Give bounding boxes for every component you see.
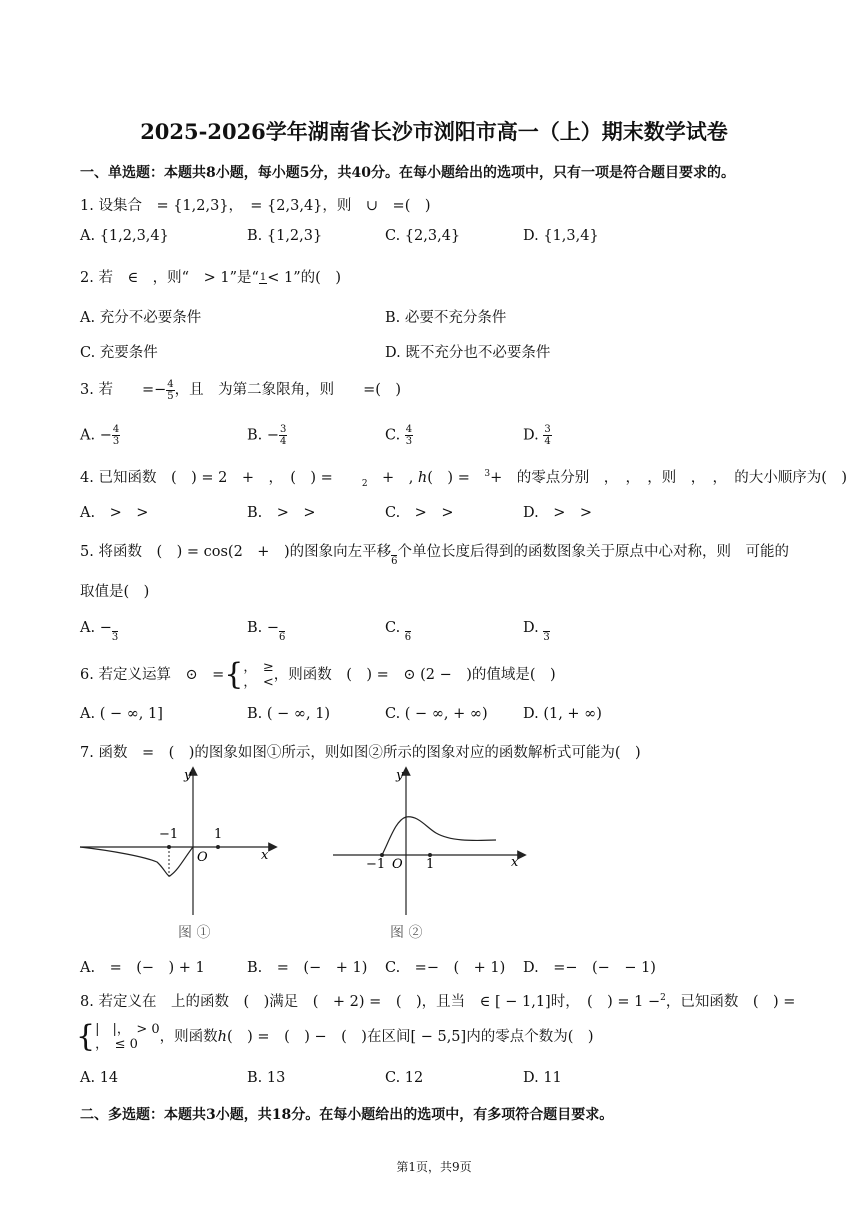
q1-option-a: A. {1,2,3,4} (80, 228, 169, 244)
page-footer: 第1页，共9页 (396, 1160, 472, 1174)
q3-option-d: D. $\frac{3}{4}$ (523, 424, 551, 447)
piecewise-brace: { (76, 1019, 96, 1054)
q2-option-d: D. 既不充分也不必要条件 (385, 345, 551, 361)
y-label: y (184, 768, 192, 783)
tick-label-1: 1 (426, 857, 435, 872)
q5-option-a: A. − 3 (80, 620, 119, 643)
question-5-stem: 5. 将函数 ( ) = cos(2 + )的图象向左平移 6 个单位长度后得到的函数图象关于原点中心对称，则 可能的 (80, 544, 789, 567)
tick-dot-1 (216, 845, 220, 849)
q2-option-a: A. 充分不必要条件 (80, 310, 202, 326)
q3-option-a: A. − $\frac{4}{3}$ (80, 424, 120, 447)
question-7-stem: 7. 函数 = ( )的图象如图①所示，则如图②所示的图象对应的函数解析式可能为( ) (80, 745, 641, 761)
question-5-stem-line2: 取值是( ) (80, 584, 150, 600)
figure-1-caption: 图 ① (178, 925, 211, 941)
y-label: y (396, 768, 404, 783)
curve (80, 847, 193, 876)
q1-option-b: B. {1,2,3} (247, 228, 323, 244)
question-3-stem: 3. 若 =− $\frac{4}{5}$ ，且 为第二象限角，则 =( ) (80, 378, 402, 402)
q7-option-a: A. = (− ) + 1 (80, 960, 205, 976)
figure-2-caption: 图 ② (390, 925, 423, 941)
x-label: x (261, 848, 269, 863)
q6-option-c: C. ( − ∞, + ∞) (385, 706, 488, 722)
q5-option-b: B. − 6 (247, 620, 286, 643)
fraction: 1 (259, 272, 267, 283)
figure-1-graph (75, 765, 280, 945)
q6-option-b: B. ( − ∞, 1) (247, 706, 331, 722)
question-2-stem: 2. 若 ∈ ，则“ > 1”是“ 1 < 1”的( ) (80, 270, 341, 286)
q6-option-a: A. ( − ∞, 1] (80, 706, 163, 722)
question-6-stem: 6. 若定义运算 ⊙ ={ ， ≥ ， < ，则函数 ( ) = ⊙ (2 − )的值域是( ) (80, 657, 556, 692)
q4-option-b: B. > > (247, 505, 316, 521)
origin-label: O (197, 850, 208, 865)
q1-option-d: D. {1,3,4} (523, 228, 599, 244)
q5-option-c: C. 6 (385, 620, 412, 643)
question-4-stem: 4. 已知函数 ( ) = 2 + ， ( ) = $_2$ + , ℎ( ) = $^3$+ 的零点分别 ， ， ，则 ， ， 的大小顺序为( ) (80, 469, 848, 489)
section-heading-single-choice: 一、单选题：本题共8小题，每小题5分，共40分。在每小题给出的选项中，只有一项是符合题目要求的。 (80, 165, 735, 181)
q8-option-b: B. 13 (247, 1070, 286, 1086)
piecewise-cases: | |， > 0 ， ≤ 0 (95, 1022, 160, 1052)
piecewise-brace: { (224, 657, 244, 692)
section-heading-multiple-choice: 二、多选题：本题共3小题，共18分。在每小题给出的选项中，有多项符合题目要求。 (80, 1107, 614, 1123)
origin-label: O (392, 857, 403, 872)
figure-2-graph (330, 765, 535, 945)
fraction: $\frac{4}{5}$ (167, 378, 174, 402)
question-8-stem: 8. 若定义在 上的函数 ( )满足 ( + 2) = ( )，且当 ∈ [ − 1,1]时， ( ) = 1 −$^2$，已知函数 ( ) = (80, 993, 796, 1010)
piecewise-cases: ， ≥ ， < (243, 660, 274, 690)
q1-option-c: C. {2,3,4} (385, 228, 461, 244)
q4-option-d: D. > > (523, 505, 593, 521)
tick-label-minus-1: −1 (159, 827, 179, 842)
tick-label-1: 1 (214, 827, 223, 842)
page-title: 2025-2026学年湖南省长沙市浏阳市高一（上）期末数学试卷 (140, 119, 728, 144)
q2-option-c: C. 充要条件 (80, 345, 158, 361)
q7-option-b: B. = (− + 1) (247, 960, 368, 976)
q7-option-d: D. =− (− − 1) (523, 960, 656, 976)
curve (382, 817, 496, 855)
q4-option-a: A. > > (80, 505, 149, 521)
q5-option-d: D. 3 (523, 620, 550, 643)
q6-option-d: D. (1, + ∞) (523, 706, 602, 722)
q2-option-b: B. 必要不充分条件 (385, 310, 507, 326)
q4-option-c: C. > > (385, 505, 454, 521)
tick-label-minus-1: −1 (366, 857, 386, 872)
x-label: x (511, 855, 519, 870)
question-1-stem: 1. 设集合 = {1,2,3}， = {2,3,4}，则 ∪ =( ) (80, 198, 431, 214)
q8-option-a: A. 14 (80, 1070, 119, 1086)
q3-option-c: C. $\frac{4}{3}$ (385, 424, 413, 447)
question-8-stem-line2: { | |， > 0 ， ≤ 0 ，则函数ℎ( ) = ( ) − ( )在区间[ − 5,5]内的零点个数为( ) (76, 1019, 594, 1054)
tick-dot-minus-1 (167, 845, 171, 849)
q7-option-c: C. =− ( + 1) (385, 960, 506, 976)
q8-option-c: C. 12 (385, 1070, 424, 1086)
q8-option-d: D. 11 (523, 1070, 562, 1086)
q3-option-b: B. − $\frac{3}{4}$ (247, 424, 287, 447)
